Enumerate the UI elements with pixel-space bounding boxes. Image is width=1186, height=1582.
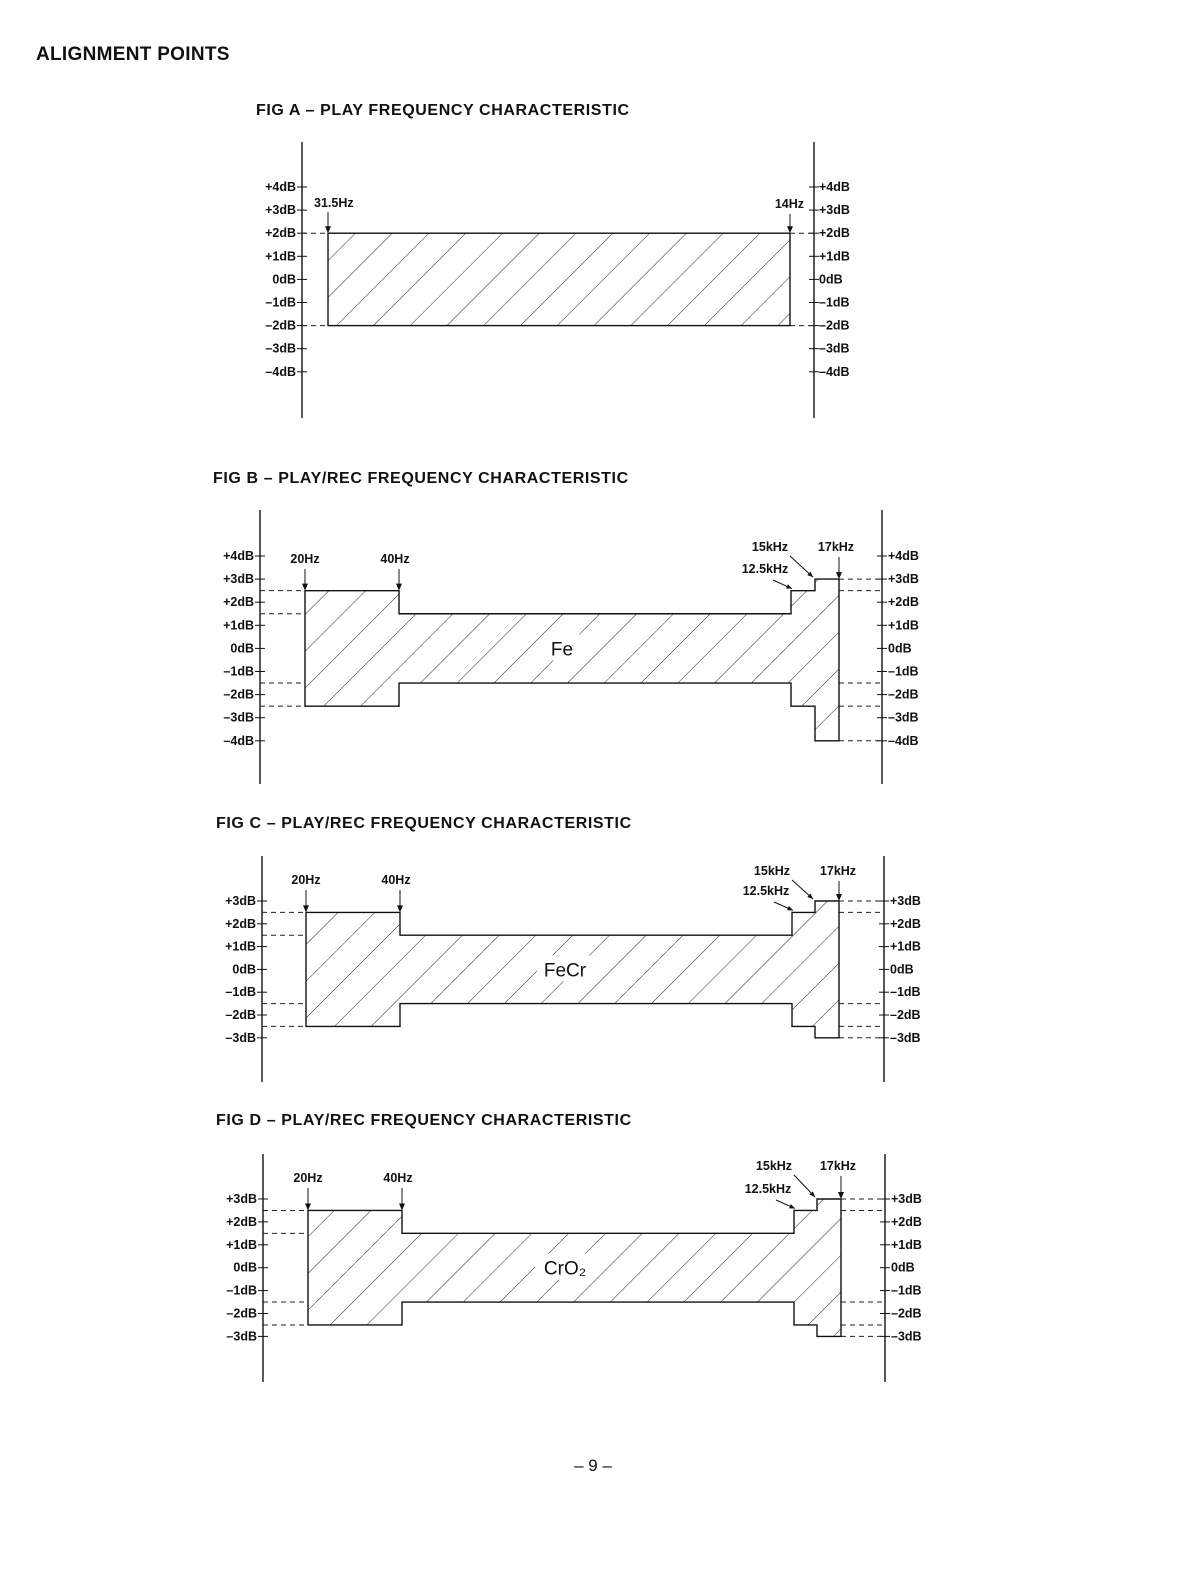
left-db-label: –3dB [223,710,254,725]
right-db-label: –3dB [891,1329,922,1344]
left-db-label: –2dB [225,1008,256,1022]
tape-type-label: Fe [550,639,574,661]
right-db-label: –2dB [890,1008,921,1022]
right-db-label: +1dB [819,249,850,264]
freq-label-17khz: 17kHz [819,864,857,878]
freq-label-20hz: 20Hz [293,1171,323,1185]
right-db-label: –1dB [891,1283,922,1298]
freq-label-14hz: 14Hz [774,197,804,211]
right-db-label: –2dB [891,1306,922,1321]
page-heading: ALIGNMENT POINTS [36,44,230,65]
left-db-label: +2dB [223,595,254,610]
freq-label-17khz: 17kHz [819,1159,857,1173]
left-db-label: +4dB [265,180,296,194]
left-db-label: +1dB [225,939,256,954]
freq-label-40hz: 40Hz [383,1171,413,1185]
freq-label-20hz: 20Hz [291,873,321,887]
tape-type-label: CrO₂ [543,1258,587,1280]
left-db-label: –1dB [225,985,256,1000]
freq-label-31-5hz: 31.5Hz [314,196,354,210]
freq-label-15khz: 15kHz [753,864,791,878]
tape-type-label: FeCr [543,960,587,982]
figure-c-title: FIG C – PLAY/REC FREQUENCY CHARACTERISTIC [216,815,632,832]
right-db-label: –2dB [888,687,919,702]
left-db-label: 0dB [233,1260,257,1275]
left-db-label: +3dB [265,203,296,218]
left-db-label: –1dB [226,1283,257,1298]
freq-label-40hz: 40Hz [380,552,410,566]
right-db-label: –2dB [819,318,850,333]
left-db-label: 0dB [232,962,256,977]
left-db-label: +2dB [226,1214,257,1229]
freq-arrow-20hz-head [305,1203,311,1210]
left-db-label: +1dB [265,249,296,264]
right-db-label: –4dB [819,364,850,379]
left-db-label: –1dB [223,664,254,679]
right-db-label: –1dB [888,664,919,679]
right-db-label: +2dB [888,595,919,610]
left-db-label: –2dB [226,1306,257,1321]
right-db-label: +2dB [819,226,850,241]
right-db-label: –3dB [890,1030,921,1045]
right-db-label: +3dB [819,203,850,218]
right-db-label: +3dB [888,572,919,587]
left-db-label: –3dB [225,1030,256,1045]
right-db-label: +1dB [890,939,921,954]
right-db-label: –3dB [819,341,850,356]
left-db-label: –2dB [223,687,254,702]
left-db-label: –2dB [265,318,296,333]
left-db-label: +3dB [225,894,256,908]
left-db-label: 0dB [230,641,254,656]
right-db-label: +4dB [888,549,919,563]
left-db-label: –3dB [226,1329,257,1344]
right-db-label: 0dB [888,641,912,656]
right-db-label: +2dB [891,1214,922,1229]
figure-d-title: FIG D – PLAY/REC FREQUENCY CHARACTERISTIC [216,1112,632,1129]
right-db-label: +2dB [890,916,921,931]
figure-b-title: FIG B – PLAY/REC FREQUENCY CHARACTERISTIC [213,470,629,487]
freq-label-12-5khz: 12.5kHz [741,562,789,576]
left-db-label: +1dB [226,1237,257,1252]
freq-label-40hz: 40Hz [381,873,411,887]
left-db-label: 0dB [272,272,296,287]
figure-a-title: FIG A – PLAY FREQUENCY CHARACTERISTIC [256,102,630,119]
freq-label-20hz: 20Hz [290,552,320,566]
right-db-label: –4dB [888,733,919,748]
left-db-label: –1dB [265,295,296,310]
left-db-label: –3dB [265,341,296,356]
right-db-label: 0dB [819,272,843,287]
left-db-label: +3dB [226,1192,257,1206]
right-db-label: +1dB [888,618,919,633]
freq-arrow-17khz-head [838,1192,844,1199]
right-db-label: +1dB [891,1237,922,1252]
right-db-label: –1dB [890,985,921,1000]
left-db-label: +4dB [223,549,254,563]
left-db-label: +2dB [265,226,296,241]
freq-label-17khz: 17kHz [817,540,855,554]
right-db-label: –3dB [888,710,919,725]
right-db-label: +3dB [890,894,921,908]
freq-label-12-5khz: 12.5kHz [742,884,790,898]
left-db-label: +1dB [223,618,254,633]
right-db-label: –1dB [819,295,850,310]
left-db-label: +3dB [223,572,254,587]
right-db-label: +4dB [819,180,850,194]
page-number: – 9 – [574,1456,612,1475]
right-db-label: 0dB [890,962,914,977]
left-db-label: –4dB [265,364,296,379]
left-db-label: +2dB [225,916,256,931]
freq-label-12-5khz: 12.5kHz [744,1182,792,1196]
right-db-label: 0dB [891,1260,915,1275]
left-db-label: –4dB [223,733,254,748]
freq-arrow-40hz-head [399,1203,405,1210]
right-db-label: +3dB [891,1192,922,1206]
freq-label-15khz: 15kHz [751,540,789,554]
freq-label-15khz: 15kHz [755,1159,793,1173]
